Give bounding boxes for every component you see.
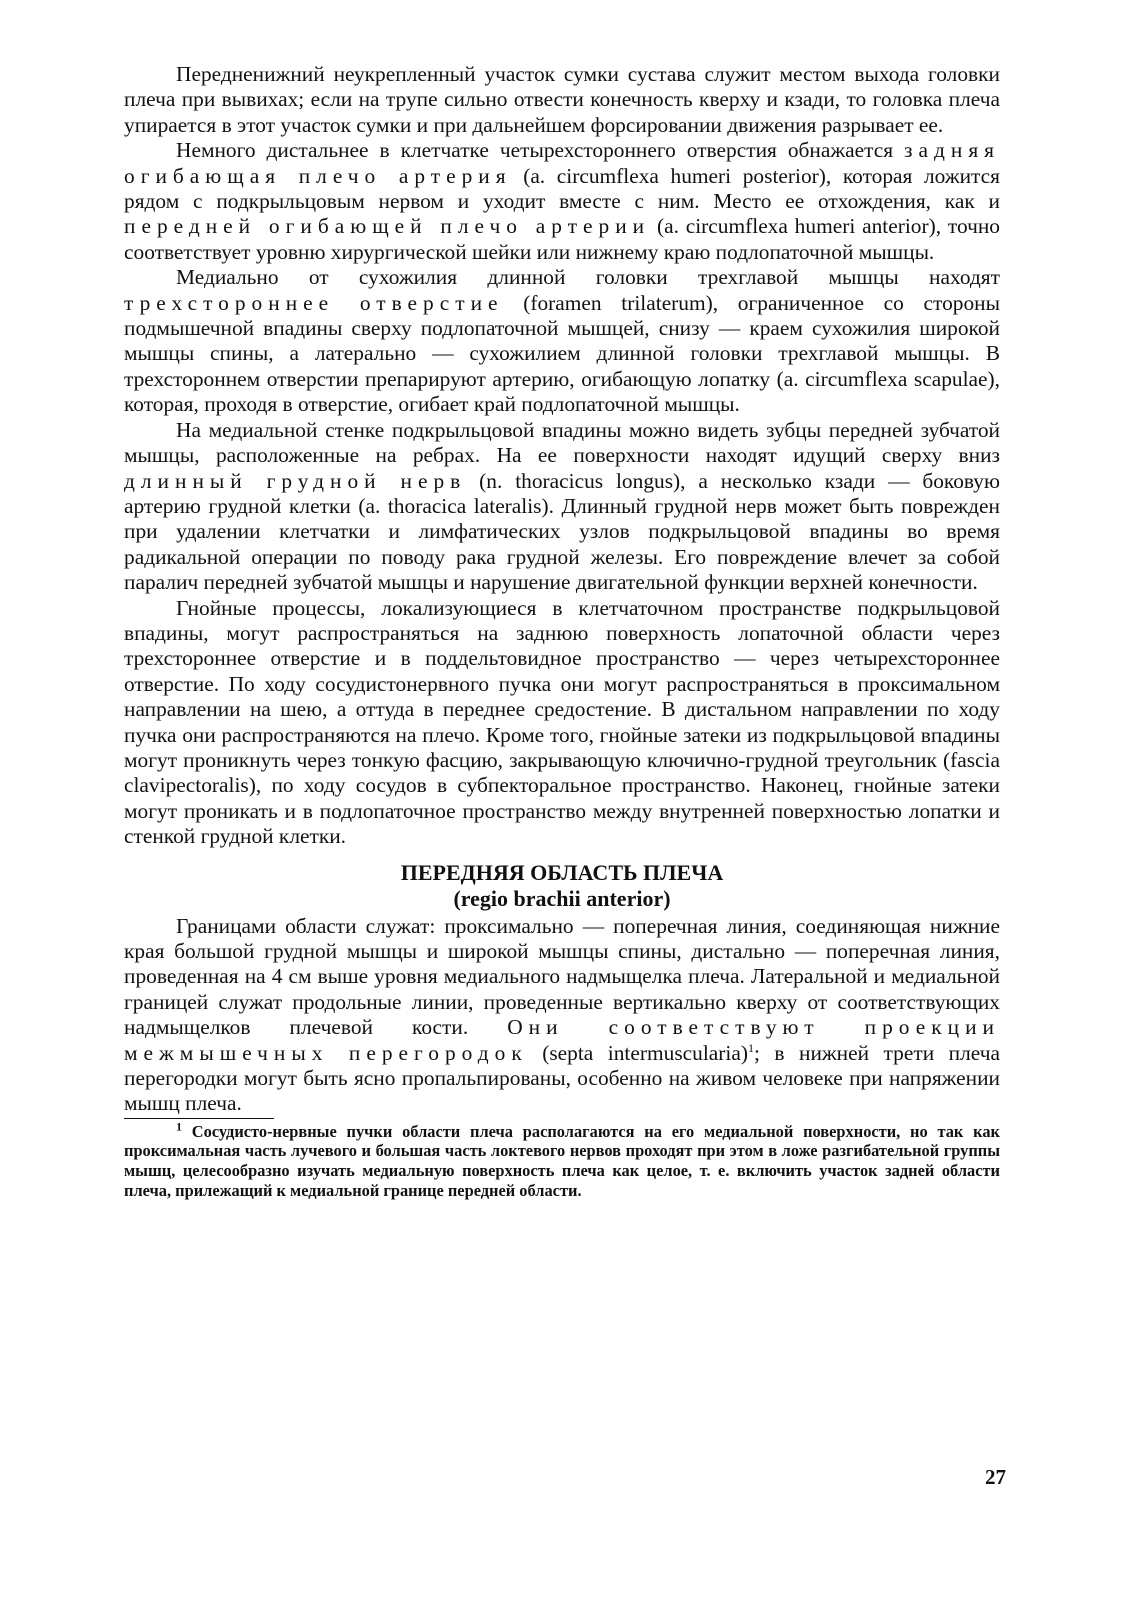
text-run: Гнойные процессы, локализующиеся в клетчаточном пространстве подкрыльцовой впадины, могут распространяться на заднюю поверхность лопаточной области через трехстороннее отверстие и в поддельтовидное пространство — через четырехстороннее отверстие. По ходу сосудистонервного пучка они могут распространяться в проксимальном направлении на шею, а оттуда в переднее средостение. В дистальном направлении по ходу пучка они распространяются на плечо. Кроме того, гнойные затеки из подкрыльцовой впадины могут проникнуть через тонкую фасцию, закрывающую ключично-грудной треугольник (fascia clavipectoralis), по ходу сосудов в субпекторальное пространство. Наконец, гнойные затеки могут проникать и в подлопаточное пространство между внутренней поверхностью лопатки и стенкой грудной клетки. — [124, 595, 1000, 849]
text-run: ; в нижней трети плеча перегородки могут быть ясно пропальпированы, особенно на живом человеке при напряжении мышц плеча. — [124, 1040, 1000, 1116]
footnote-rule — [124, 1118, 274, 1119]
text-run: (foramen trilaterum), ограниченное со стороны подмышечной впадины сверху подлопаточной мышцей, снизу — краем сухожилия широкой мышцы спины, а латерально — сухожилием длинной головки трехглавой мышцы. В трехстороннем отверстии препарируют артерию, огибающую лопатку (a. circumflexa scapulae), которая, проходя в отверстие, огибает край подлопаточной мышцы. — [124, 290, 1000, 417]
text-run: (a. circumflexa humeri anterior), точно соответствует уровню хирургической шейки или нижнему краю подлопаточной мышцы. — [124, 214, 1000, 264]
spaced-term: трехстороннее отверстие — [124, 290, 504, 315]
paragraph — [124, 138, 1000, 265]
section-title: ПЕРЕДНЯЯ ОБЛАСТЬ ПЛЕЧА — [400, 859, 724, 885]
spaced-term: передней огибающей плечо артерии — [124, 214, 651, 239]
footnote — [124, 1119, 1000, 1200]
text-run: Медиально от сухожилия длинной головки трехглавой мышцы находят — [176, 265, 1000, 290]
text-run: Границами области служат: проксимально — поперечная линия, соединяющая нижние края большой грудной мышцы и широкой мышцы спины, дистально — поперечная линия, проведенная на 4 см выше уровня медиального надмыщелка плеча. Латеральной и медиальной границей служат продольные линии, проведенные вертикально кверху от соответствующих надмыщелков плечевой кости. — [124, 913, 1000, 1040]
footnote-text: Сосудисто-нервные пучки области плеча располагаются на его медиальной поверхности, но так как проксимальная часть лучевого и большая часть локтевого нервов проходят при этом в ложе разгибательной группы мышц, целесообразно изучать медиальную поверхность плеча как целое, т. е. включить участок задней области плеча, прилежащий к медиальной границе передней области. — [124, 1121, 1000, 1200]
spaced-term: длинный грудной нерв — [124, 468, 467, 493]
section-text — [124, 914, 1000, 1117]
text-run: (n. thoracicus longus), а несколько кзади — боковую артерию грудной клетки (a. thoracica lateralis). Длинный грудной нерв может быть поврежден при удалении клетчатки и лимфатических узлов подкрыльцовой впадины во время радикальной операции по поводу рака грудной железы. Его повреждение влечет за собой паралич передней зубчатой мышцы и нарушение двигательной функции верхней конечности. — [124, 468, 1000, 595]
page-number: 27 — [985, 1465, 1006, 1489]
body-text — [124, 62, 1000, 850]
text-run: (a. circumflexa humeri posterior), которая ложится рядом с подкрыльцовым нервом и уходит вместе с ним. Место ее отхождения, как и — [124, 163, 1000, 214]
footnote-reference: 1 — [747, 1040, 754, 1055]
text-run: На медиальной стенке подкрыльцовой впадины можно видеть зубцы передней зубчатой мышцы, расположенные на ребрах. На ее поверхности находят идущий сверху вниз — [124, 417, 1000, 468]
spaced-term: задняя огибающая плечо артерия — [124, 138, 1000, 188]
section-subtitle: (regio brachii anterior) — [453, 885, 671, 911]
text-run: Передненижний неукрепленный участок сумки сустава служит местом выхода головки плеча при вывихах; если на трупе сильно отвести конечность кверху и кзади, то головка плеча упирается в этот участок сумки и при дальнейшем форсировании движения разрывает ее. — [124, 62, 1000, 137]
text-run: Немного дистальнее в клетчатке четырехстороннего отверстия обнажается — [176, 138, 905, 163]
paragraph — [124, 265, 1000, 417]
text-run: (septa intermuscularia) — [527, 1040, 748, 1065]
paragraph — [124, 62, 1000, 138]
paragraph — [124, 418, 1000, 596]
page-body — [124, 62, 1000, 1200]
paragraph — [124, 596, 1000, 850]
paragraph — [124, 914, 1000, 1117]
footnote-marker: 1 — [176, 1119, 182, 1134]
spaced-term: Они соответствуют проекции межмышечных перегородок — [124, 1015, 1000, 1065]
